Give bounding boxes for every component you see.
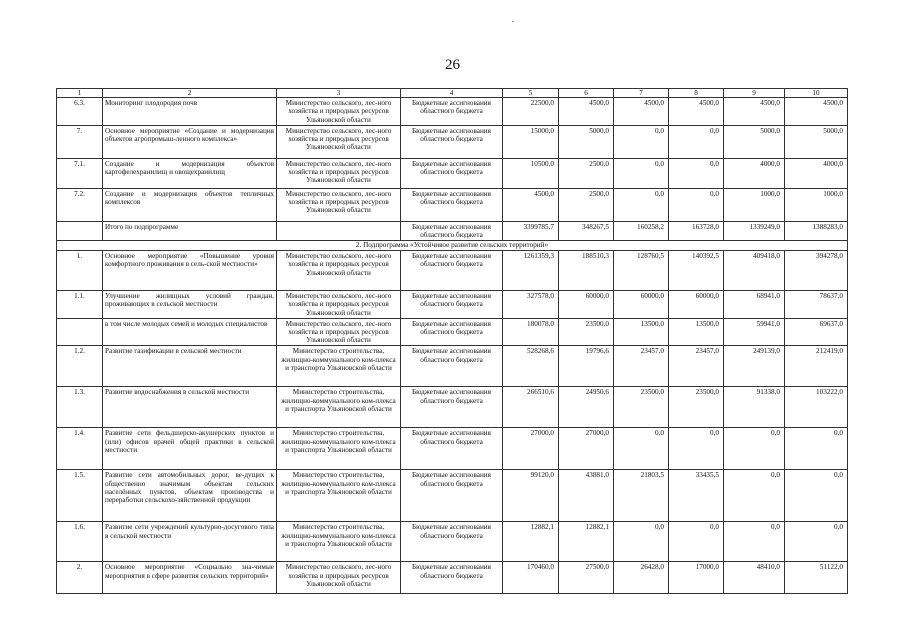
row-number-cell <box>57 318 103 346</box>
amount-cell: 0,0 <box>724 428 785 470</box>
table-row <box>57 125 848 158</box>
amount-cell: 60000,0 <box>614 291 669 319</box>
activity-name-cell: Развитие сети учреждений культурно-досугового типа в сельской местности <box>103 522 277 562</box>
amount-cell: 0,0 <box>785 522 848 562</box>
funding-source-cell: Бюджетные ассигнования областного бюджета <box>401 251 503 291</box>
funding-source-cell: Бюджетные ассигнования областного бюджета <box>401 221 503 240</box>
row-number-cell: 1.4. <box>57 428 103 470</box>
amount-cell: 5000,0 <box>785 125 848 158</box>
executor-cell: Министерство сельского, лес-ного хозяйства и природных ресурсов Ульяновской области <box>277 318 401 346</box>
amount-cell: 12882,1 <box>503 522 559 562</box>
amount-cell: 21803,5 <box>614 470 669 522</box>
executor-cell: Министерство строительства, жилищно-коммунального ком-плекса и транспорта Ульяновской области <box>277 346 401 387</box>
amount-cell: 13500,0 <box>614 318 669 346</box>
table-row <box>57 251 848 291</box>
amount-cell: 15000,0 <box>503 125 559 158</box>
amount-cell: 1261359,3 <box>503 251 559 291</box>
funding-source-cell: Бюджетные ассигнования областного бюджета <box>401 125 503 158</box>
amount-cell: 0,0 <box>614 428 669 470</box>
scan-speck <box>512 21 514 22</box>
amount-cell: 188510,3 <box>559 251 614 291</box>
amount-cell: 0,0 <box>614 522 669 562</box>
column-number-cell: 10 <box>785 89 848 98</box>
row-number-cell: 1.5. <box>57 470 103 522</box>
column-number-cell: 3 <box>277 89 401 98</box>
amount-cell: 0,0 <box>785 428 848 470</box>
table-row <box>57 98 848 126</box>
amount-cell: 4500,0 <box>669 98 724 126</box>
activity-name-cell: Развитие газификации в сельской местности <box>103 346 277 387</box>
amount-cell: 180078,0 <box>503 318 559 346</box>
amount-cell: 68941,0 <box>724 291 785 319</box>
table-row <box>57 387 848 428</box>
amount-cell: 0,0 <box>669 522 724 562</box>
amount-cell: 528268,6 <box>503 346 559 387</box>
page-number: 26 <box>445 57 460 73</box>
amount-cell: 1000,0 <box>724 188 785 221</box>
activity-name-cell: в том числе молодых семей и молодых специалистов <box>103 318 277 346</box>
amount-cell: 23500,0 <box>559 318 614 346</box>
amount-cell: 2500,0 <box>559 158 614 188</box>
column-number-cell: 1 <box>57 89 103 98</box>
amount-cell: 5000,0 <box>724 125 785 158</box>
row-number-cell: 1.2. <box>57 346 103 387</box>
amount-cell: 0,0 <box>614 158 669 188</box>
amount-cell: 27000,0 <box>503 428 559 470</box>
activity-name-cell: Развитие сети автомобильных дорог, ве-дущих к общественно значимым объектам сельских населённых пунктов, объектам производства и переработки сельскохо-зяйственной продукции <box>103 470 277 522</box>
amount-cell: 23500,0 <box>614 387 669 428</box>
executor-cell: Министерство сельского, лес-ного хозяйства и природных ресурсов Ульяновской области <box>277 158 401 188</box>
amount-cell: 22500,0 <box>503 98 559 126</box>
amount-cell: 128760,5 <box>614 251 669 291</box>
table-header-row <box>57 89 848 98</box>
amount-cell: 4500,0 <box>503 188 559 221</box>
row-number-cell: 1.3. <box>57 387 103 428</box>
funding-source-cell: Бюджетные ассигнования областного бюджета <box>401 387 503 428</box>
amount-cell: 48410,0 <box>724 562 785 594</box>
funding-source-cell: Бюджетные ассигнования областного бюджета <box>401 470 503 522</box>
column-number-cell: 5 <box>503 89 559 98</box>
table-row <box>57 346 848 387</box>
activity-name-cell: Создание и модернизация объектов тепличных комплексов <box>103 188 277 221</box>
column-number-cell: 8 <box>669 89 724 98</box>
amount-cell: 59941,0 <box>724 318 785 346</box>
amount-cell: 140392,5 <box>669 251 724 291</box>
amount-cell: 13500,0 <box>669 318 724 346</box>
amount-cell: 78637,0 <box>785 291 848 319</box>
amount-cell: 327578,0 <box>503 291 559 319</box>
activity-name-cell: Основное мероприятие «Социально зна-чимые мероприятия в сфере развития сельских территорий» <box>103 562 277 594</box>
amount-cell: 4500,0 <box>785 98 848 126</box>
row-number-cell: 7.2. <box>57 188 103 221</box>
amount-cell: 2500,0 <box>559 188 614 221</box>
amount-cell: 0,0 <box>669 188 724 221</box>
amount-cell: 0,0 <box>669 125 724 158</box>
amount-cell: 0,0 <box>785 470 848 522</box>
activity-name-cell: Основное мероприятие «Повышение уровня комфортного проживания в сель-ской местности» <box>103 251 277 291</box>
executor-cell: Министерство строительства, жилищно-коммунального ком-плекса и транспорта Ульяновской области <box>277 428 401 470</box>
amount-cell: 27000,0 <box>559 428 614 470</box>
row-number-cell: 6.3. <box>57 98 103 126</box>
executor-cell: Министерство строительства, жилищно-коммунального ком-плекса и транспорта Ульяновской области <box>277 470 401 522</box>
funding-source-cell: Бюджетные ассигнования областного бюджета <box>401 346 503 387</box>
amount-cell: 394278,0 <box>785 251 848 291</box>
amount-cell: 409418,0 <box>724 251 785 291</box>
amount-cell: 60000,0 <box>559 291 614 319</box>
column-number-cell: 2 <box>103 89 277 98</box>
amount-cell: 12882,1 <box>559 522 614 562</box>
amount-cell: 4000,0 <box>785 158 848 188</box>
row-number-cell: 7. <box>57 125 103 158</box>
executor-cell: Министерство строительства, жилищно-коммунального ком-плекса и транспорта Ульяновской области <box>277 522 401 562</box>
amount-cell: 17000,0 <box>669 562 724 594</box>
amount-cell: 0,0 <box>614 125 669 158</box>
funding-source-cell: Бюджетные ассигнования областного бюджета <box>401 188 503 221</box>
amount-cell: 1388283,0 <box>785 221 848 240</box>
row-number-cell: 1. <box>57 251 103 291</box>
amount-cell: 249139,0 <box>724 346 785 387</box>
column-number-cell: 6 <box>559 89 614 98</box>
funding-source-cell: Бюджетные ассигнования областного бюджета <box>401 562 503 594</box>
amount-cell: 0,0 <box>669 158 724 188</box>
funding-source-cell: Бюджетные ассигнования областного бюджета <box>401 158 503 188</box>
amount-cell: 23457,0 <box>669 346 724 387</box>
amount-cell: 33435,5 <box>669 470 724 522</box>
funding-source-cell: Бюджетные ассигнования областного бюджета <box>401 522 503 562</box>
activity-name-cell: Улучшение жилищных условий граждан, проживающих в сельской местности <box>103 291 277 319</box>
table-row <box>57 291 848 319</box>
amount-cell: 51122,0 <box>785 562 848 594</box>
section-row <box>57 241 848 251</box>
amount-cell: 23457,0 <box>614 346 669 387</box>
activity-name-cell: Создание и модернизация объектов картофелехранилищ и овощехранилищ <box>103 158 277 188</box>
row-number-cell: 2. <box>57 562 103 594</box>
amount-cell: 103222,0 <box>785 387 848 428</box>
column-number-cell: 7 <box>614 89 669 98</box>
amount-cell: 1339249,0 <box>724 221 785 240</box>
amount-cell: 91338,0 <box>724 387 785 428</box>
amount-cell: 266510,6 <box>503 387 559 428</box>
amount-cell: 23500,0 <box>669 387 724 428</box>
table-row <box>57 221 848 240</box>
activity-name-cell: Мониторинг плодородия почв <box>103 98 277 126</box>
amount-cell: 160258,2 <box>614 221 669 240</box>
amount-cell: 24950,6 <box>559 387 614 428</box>
amount-cell: 0,0 <box>724 470 785 522</box>
executor-cell: Министерство сельского, лес-ного хозяйства и природных ресурсов Ульяновской области <box>277 251 401 291</box>
executor-cell: Министерство сельского, лес-ного хозяйства и природных ресурсов Ульяновской области <box>277 98 401 126</box>
row-number-cell <box>57 221 103 240</box>
amount-cell: 212419,0 <box>785 346 848 387</box>
amount-cell: 26428,0 <box>614 562 669 594</box>
executor-cell: Министерство сельского, лес-ного хозяйства и природных ресурсов Ульяновской области <box>277 291 401 319</box>
column-number-cell: 4 <box>401 89 503 98</box>
table-row <box>57 522 848 562</box>
activity-name-cell: Развитие сети фельдшерско-акушерских пунктов и (или) офисов врачей общей практики в сельской местности <box>103 428 277 470</box>
amount-cell: 60000,0 <box>669 291 724 319</box>
amount-cell: 5000,0 <box>559 125 614 158</box>
amount-cell: 10500,0 <box>503 158 559 188</box>
table-row <box>57 318 848 346</box>
amount-cell: 0,0 <box>669 428 724 470</box>
amount-cell: 170460,0 <box>503 562 559 594</box>
amount-cell: 348267,5 <box>559 221 614 240</box>
table-row <box>57 428 848 470</box>
amount-cell: 4500,0 <box>559 98 614 126</box>
row-number-cell: 1.6. <box>57 522 103 562</box>
amount-cell: 1000,0 <box>785 188 848 221</box>
executor-cell: Министерство строительства, жилищно-коммунального ком-плекса и транспорта Ульяновской области <box>277 387 401 428</box>
amount-cell: 3399785,7 <box>503 221 559 240</box>
table-row <box>57 188 848 221</box>
executor-cell: Министерство сельского, лес-ного хозяйства и природных ресурсов Ульяновской области <box>277 562 401 594</box>
activity-name-cell: Развитие водоснабжения в сельской местности <box>103 387 277 428</box>
row-number-cell: 7.1. <box>57 158 103 188</box>
amount-cell: 99120,0 <box>503 470 559 522</box>
column-number-cell: 9 <box>724 89 785 98</box>
budget-table <box>56 88 848 594</box>
table-row <box>57 470 848 522</box>
amount-cell: 69637,0 <box>785 318 848 346</box>
activity-name-cell: Итого по подпрограмме <box>103 221 277 240</box>
funding-source-cell: Бюджетные ассигнования областного бюджета <box>401 98 503 126</box>
amount-cell: 163728,0 <box>669 221 724 240</box>
executor-cell <box>277 221 401 240</box>
amount-cell: 4500,0 <box>614 98 669 126</box>
executor-cell: Министерство сельского, лес-ного хозяйства и природных ресурсов Ульяновской области <box>277 188 401 221</box>
amount-cell: 27500,0 <box>559 562 614 594</box>
executor-cell: Министерство сельского, лес-ного хозяйства и природных ресурсов Ульяновской области <box>277 125 401 158</box>
amount-cell: 4000,0 <box>724 158 785 188</box>
amount-cell: 4500,0 <box>724 98 785 126</box>
funding-source-cell: Бюджетные ассигнования областного бюджета <box>401 428 503 470</box>
row-number-cell: 1.1. <box>57 291 103 319</box>
section-title: 2. Подпрограмма «Устойчивое развитие сельских территорий» <box>57 241 848 251</box>
funding-source-cell: Бюджетные ассигнования областного бюджета <box>401 318 503 346</box>
amount-cell: 0,0 <box>614 188 669 221</box>
table-row <box>57 562 848 594</box>
amount-cell: 0,0 <box>724 522 785 562</box>
funding-source-cell: Бюджетные ассигнования областного бюджета <box>401 291 503 319</box>
amount-cell: 19796,6 <box>559 346 614 387</box>
amount-cell: 43881,0 <box>559 470 614 522</box>
activity-name-cell: Основное мероприятие «Создание и модернизация объектов агропромыш-ленного комплекса» <box>103 125 277 158</box>
table-row <box>57 158 848 188</box>
